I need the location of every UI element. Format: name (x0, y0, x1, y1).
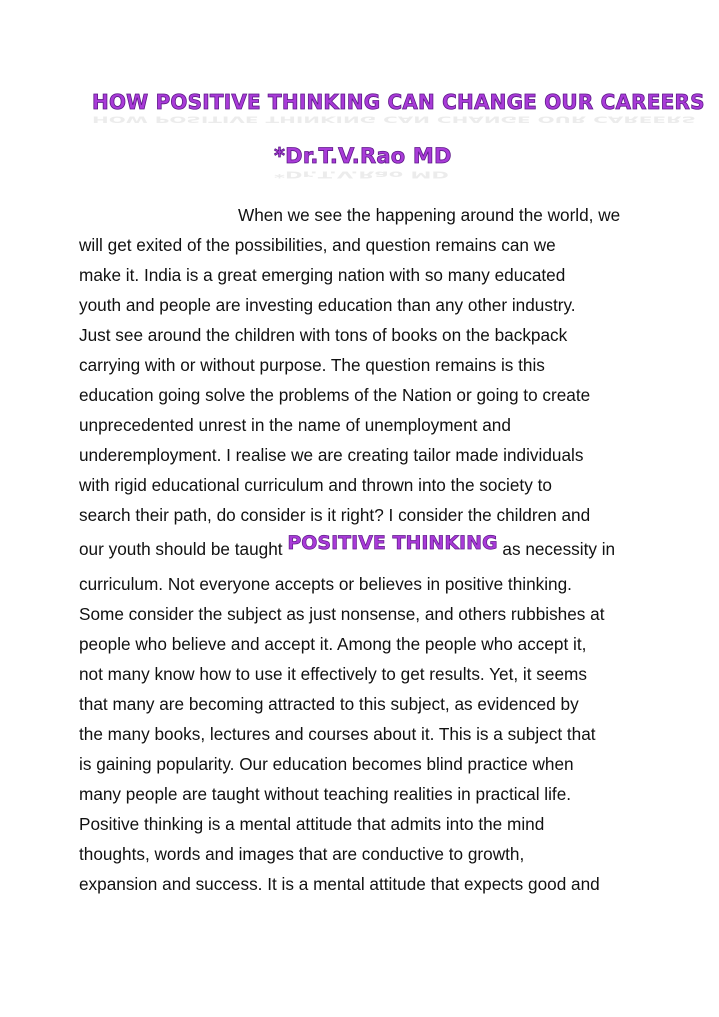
body-line: is gaining popularity. Our education becomes blind practice when (79, 754, 574, 774)
document-author-reflection: *Dr.T.V.Rao MD (274, 169, 449, 180)
body-line: carrying with or without purpose. The question remains is this (79, 355, 545, 375)
body-line: underemployment. I realise we are creating tailor made individuals (79, 445, 584, 465)
body-line-with-emphasis (79, 530, 699, 569)
body-line: that many are becoming attracted to this subject, as evidenced by (79, 694, 579, 714)
body-paragraph (79, 200, 699, 899)
body-line: thoughts, words and images that are conductive to growth, (79, 844, 525, 864)
body-line: search their path, do consider is it right? I consider the children and (79, 505, 591, 525)
body-line: Just see around the children with tons of books on the backpack (79, 325, 568, 345)
body-line: expansion and success. It is a mental attitude that expects good and (79, 874, 600, 894)
body-line: education going solve the problems of the Nation or going to create (79, 385, 591, 405)
body-line: people who believe and accept it. Among the people who accept it, (79, 634, 587, 654)
document-title-reflection: HOW POSITIVE THINKING CAN CHANGE OUR CAREERS (92, 114, 696, 125)
body-line-part: our youth should be taught (79, 539, 283, 559)
document-title: HOW POSITIVE THINKING CAN CHANGE OUR CAREERS (92, 90, 705, 114)
body-line: many people are taught without teaching realities in practical life. (79, 784, 572, 804)
positive-thinking-emphasis: POSITIVE THINKING (287, 532, 498, 554)
body-line-part: as necessity in (502, 539, 616, 559)
document-author: *Dr.T.V.Rao MD (274, 144, 452, 168)
body-line: unprecedented unrest in the name of unemployment and (79, 415, 511, 435)
body-line: not many know how to use it effectively to get results. Yet, it seems (79, 664, 587, 684)
body-line: Some consider the subject as just nonsense, and others rubbishes at (79, 604, 605, 624)
body-line: make it. India is a great emerging nation with so many educated (79, 265, 566, 285)
body-line: youth and people are investing education than any other industry. (79, 295, 576, 315)
body-line: When we see the happening around the world, we (238, 205, 621, 225)
body-line: the many books, lectures and courses about it. This is a subject that (79, 724, 596, 744)
body-line: curriculum. Not everyone accepts or believes in positive thinking. (79, 574, 572, 594)
body-line: will get exited of the possibilities, and question remains can we (79, 235, 556, 255)
body-line: with rigid educational curriculum and thrown into the society to (79, 475, 552, 495)
body-line: Positive thinking is a mental attitude that admits into the mind (79, 814, 545, 834)
